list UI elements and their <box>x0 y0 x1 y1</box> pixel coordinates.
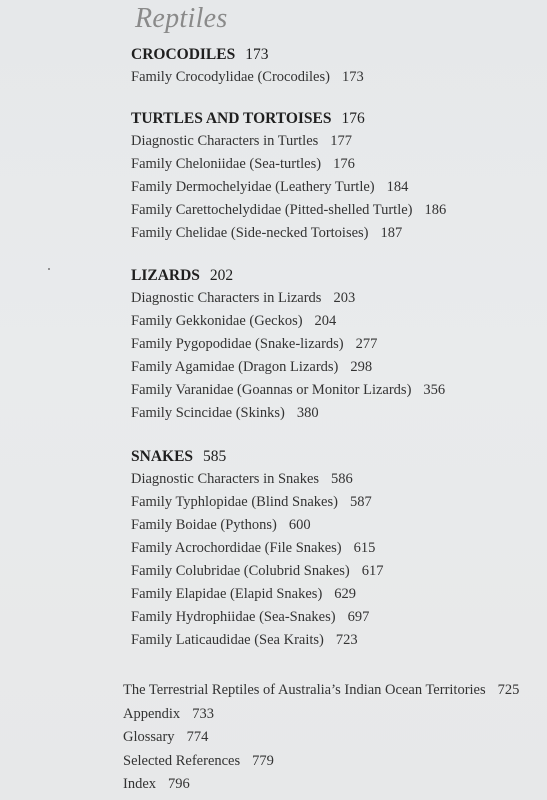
entry-text: Family Elapidae (Elapid Snakes) <box>131 586 323 602</box>
entry-page: 629 <box>334 586 357 602</box>
entry-page: 586 <box>331 471 353 487</box>
toc-entry <box>131 537 383 560</box>
section-heading <box>131 265 445 287</box>
entry-page: 177 <box>330 133 353 149</box>
toc-entry <box>131 222 446 245</box>
toc-entry <box>131 310 445 333</box>
entry-page: 203 <box>333 290 356 306</box>
heading-text: SNAKES <box>131 448 194 465</box>
section-lizards <box>131 265 445 425</box>
entry-text: Family Hydrophiidae (Sea-Snakes) <box>131 609 336 625</box>
section-turtles <box>131 108 446 245</box>
entry-page: 617 <box>361 563 384 579</box>
entry-page: 184 <box>386 179 409 195</box>
toc-entry <box>131 560 383 583</box>
toc-entry <box>131 491 383 514</box>
toc-entry <box>131 514 383 537</box>
entry-page: 186 <box>424 202 447 218</box>
entry-text: Diagnostic Characters in Lizards <box>131 290 322 306</box>
entry-text: Appendix <box>123 705 181 722</box>
toc-entry <box>131 176 446 199</box>
entry-page: 600 <box>288 517 311 533</box>
entry-page: 587 <box>349 494 372 510</box>
entry-text: Family Varanidae (Goannas or Monitor Lizards) <box>131 382 412 398</box>
entry-page: 176 <box>333 156 355 172</box>
toc-entry <box>131 606 383 629</box>
entry-page: 277 <box>355 336 378 352</box>
backmatter-list <box>123 679 519 797</box>
toc-entry <box>123 773 519 797</box>
entry-page: 187 <box>380 225 403 241</box>
paper-speck <box>48 268 50 270</box>
entry-page: 356 <box>423 382 446 398</box>
heading-text: TURTLES AND TORTOISES <box>131 110 332 127</box>
entry-page: 725 <box>497 682 520 698</box>
entry-text: Family Cheloniidae (Sea-turtles) <box>131 156 322 172</box>
page-title: Reptiles <box>135 3 228 34</box>
toc-entry <box>131 468 383 491</box>
entry-page: 697 <box>347 609 370 625</box>
entry-text: Selected References <box>123 752 241 769</box>
entry-text: The Terrestrial Reptiles of Australia’s Indian Ocean Territories <box>123 682 486 698</box>
toc-entry <box>123 750 519 774</box>
entry-page: 796 <box>168 776 190 792</box>
entry-text: Index <box>123 776 157 792</box>
toc-entry <box>131 629 383 652</box>
entry-page: 380 <box>296 405 319 421</box>
entry-text: Family Laticaudidae (Sea Kraits) <box>131 632 324 648</box>
toc-entry <box>123 726 519 750</box>
heading-text: CROCODILES <box>131 46 236 63</box>
toc-entry <box>131 66 364 89</box>
toc-entry <box>131 333 445 356</box>
entry-text: Diagnostic Characters in Snakes <box>131 471 320 487</box>
toc-entry <box>123 703 519 727</box>
entry-page: 615 <box>353 540 376 556</box>
entry-text: Family Colubridae (Colubrid Snakes) <box>131 563 350 579</box>
section-snakes <box>131 446 383 652</box>
entry-text: Family Gekkonidae (Geckos) <box>131 313 303 329</box>
section-crocodiles <box>131 44 364 89</box>
toc-entry <box>131 356 445 379</box>
entry-text: Family Acrochordidae (File Snakes) <box>131 540 342 556</box>
entry-page: 723 <box>335 632 358 648</box>
entry-text: Family Chelidae (Side-necked Tortoises) <box>131 225 369 241</box>
entry-text: Family Pygopodidae (Snake-lizards) <box>131 336 344 352</box>
entry-page: 779 <box>252 752 274 769</box>
toc-entry <box>131 199 446 222</box>
toc-entry <box>131 583 383 606</box>
toc-entry <box>131 402 445 425</box>
toc-entry <box>131 379 445 402</box>
entry-page: 173 <box>341 69 364 85</box>
toc-entry <box>123 679 519 703</box>
heading-page: 173 <box>245 46 269 63</box>
entry-text: Family Agamidae (Dragon Lizards) <box>131 359 339 375</box>
toc-entry <box>131 130 446 153</box>
heading-page: 202 <box>209 267 234 284</box>
heading-page: 176 <box>341 110 365 127</box>
heading-page: 585 <box>203 448 227 465</box>
entry-page: 733 <box>192 705 214 722</box>
section-heading <box>131 108 446 130</box>
toc-entry <box>131 153 446 176</box>
entry-text: Family Scincidae (Skinks) <box>131 405 285 421</box>
entry-text: Family Typhlopidae (Blind Snakes) <box>131 494 338 510</box>
entry-text: Glossary <box>123 729 175 745</box>
entry-page: 298 <box>350 359 373 375</box>
entry-page: 204 <box>314 313 337 329</box>
heading-text: LIZARDS <box>131 267 200 284</box>
section-heading <box>131 44 364 66</box>
entry-text: Family Carettochelydidae (Pitted-shelled Turtle) <box>131 202 413 218</box>
entry-text: Family Crocodylidae (Crocodiles) <box>131 69 330 85</box>
entry-page: 774 <box>186 729 209 745</box>
toc-entry <box>131 287 445 310</box>
entry-text: Family Boidae (Pythons) <box>131 517 277 533</box>
entry-text: Diagnostic Characters in Turtles <box>131 133 319 149</box>
entry-text: Family Dermochelyidae (Leathery Turtle) <box>131 179 375 195</box>
section-heading <box>131 446 383 468</box>
